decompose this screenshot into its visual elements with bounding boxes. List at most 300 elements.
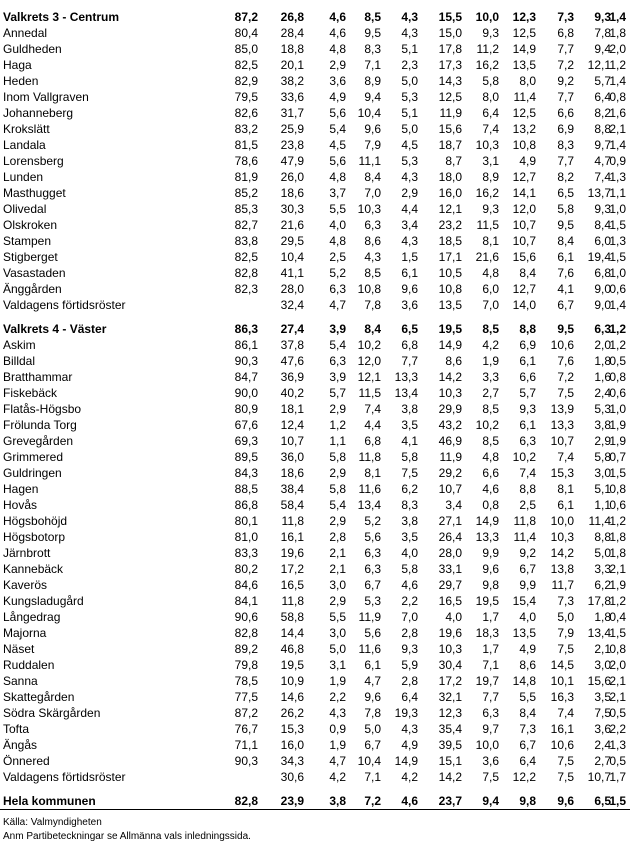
- value-cell: 5,1: [401, 42, 418, 56]
- value-cell: 9,3: [594, 202, 611, 216]
- area-name: Högsbotorp: [3, 530, 66, 544]
- area-name: Frölunda Torg: [3, 418, 77, 432]
- value-cell: 2,3: [401, 58, 418, 72]
- value-cell: 86,1: [234, 338, 258, 352]
- value-cell: 9,5: [364, 26, 381, 40]
- value-cell: 18,3: [475, 626, 499, 640]
- value-cell: 8,5: [482, 402, 499, 416]
- value-cell: 13,9: [550, 402, 574, 416]
- value-cell: 11,5: [358, 386, 381, 400]
- value-cell: 90,6: [234, 610, 258, 624]
- value-cell: 26,2: [280, 706, 304, 720]
- table-row: [0, 721, 630, 737]
- table-row: [0, 657, 630, 673]
- value-cell: 7,5: [557, 770, 574, 784]
- value-cell: 85,0: [234, 42, 258, 56]
- value-cell: 5,7: [329, 386, 346, 400]
- source-note: Källa: Valmyndigheten: [3, 817, 102, 828]
- area-name: Hela kommunen: [3, 794, 96, 808]
- value-cell: 17,2: [438, 674, 462, 688]
- value-cell: 28,0: [438, 546, 462, 560]
- value-cell: 4,7: [329, 754, 346, 768]
- value-cell: 1,3: [609, 738, 626, 752]
- value-cell: 7,5: [594, 706, 611, 720]
- value-cell: 4,6: [482, 482, 499, 496]
- value-cell: 2,4: [594, 386, 611, 400]
- value-cell: 79,8: [234, 658, 258, 672]
- table-row: [0, 673, 630, 689]
- value-cell: 1,2: [609, 338, 626, 352]
- table-row: [0, 401, 630, 417]
- value-cell: 4,4: [401, 202, 418, 216]
- value-cell: 1,9: [609, 578, 626, 592]
- value-cell: 17,8: [438, 42, 462, 56]
- value-cell: 1,5: [609, 250, 626, 264]
- value-cell: 29,5: [280, 234, 304, 248]
- table-row: [0, 201, 630, 217]
- area-name: Långedrag: [3, 610, 61, 624]
- value-cell: 12,1: [587, 58, 611, 72]
- table-row: [0, 281, 630, 297]
- area-name: Flatås-Högsbo: [3, 402, 82, 416]
- value-cell: 5,7: [519, 386, 536, 400]
- value-cell: 11,9: [439, 106, 462, 120]
- value-cell: 1,9: [329, 738, 346, 752]
- value-cell: 2,0: [594, 338, 611, 352]
- value-cell: 4,3: [364, 250, 381, 264]
- value-cell: 35,4: [438, 722, 462, 736]
- value-cell: 3,8: [401, 514, 418, 528]
- value-cell: 18,6: [280, 186, 304, 200]
- value-cell: 3,0: [594, 658, 611, 672]
- value-cell: 1,1: [594, 498, 611, 512]
- value-cell: 4,9: [329, 90, 346, 104]
- value-cell: 80,2: [234, 562, 258, 576]
- area-name: Bratthammar: [3, 370, 73, 384]
- value-cell: 2,8: [329, 530, 346, 544]
- value-cell: 10,0: [475, 10, 499, 24]
- value-cell: 10,2: [475, 418, 499, 432]
- value-cell: 21,6: [280, 218, 304, 232]
- value-cell: 4,6: [329, 26, 346, 40]
- value-cell: 1,0: [609, 402, 626, 416]
- value-cell: 18,1: [280, 402, 304, 416]
- value-cell: 7,2: [557, 58, 574, 72]
- value-cell: 10,7: [280, 434, 304, 448]
- value-cell: 9,0: [594, 282, 611, 296]
- value-cell: 6,4: [519, 754, 536, 768]
- value-cell: 1,0: [609, 202, 626, 216]
- value-cell: 10,2: [512, 450, 536, 464]
- value-cell: 13,4: [357, 498, 381, 512]
- value-cell: 6,5: [557, 186, 574, 200]
- value-cell: 77,5: [234, 690, 258, 704]
- value-cell: 4,2: [401, 770, 418, 784]
- value-cell: 5,0: [594, 546, 611, 560]
- value-cell: 4,8: [482, 450, 499, 464]
- value-cell: 18,6: [280, 466, 304, 480]
- value-cell: 7,2: [557, 370, 574, 384]
- value-cell: 6,3: [364, 218, 381, 232]
- value-cell: 11,9: [358, 610, 381, 624]
- value-cell: 6,8: [557, 26, 574, 40]
- value-cell: 6,9: [557, 122, 574, 136]
- value-cell: 5,6: [364, 530, 381, 544]
- value-cell: 87,2: [234, 706, 258, 720]
- value-cell: 18,0: [438, 170, 462, 184]
- value-cell: 3,9: [329, 370, 346, 384]
- table-row: [0, 481, 630, 497]
- value-cell: 1,2: [609, 594, 626, 608]
- value-cell: 10,8: [357, 282, 381, 296]
- value-cell: 8,1: [364, 466, 381, 480]
- value-cell: 82,9: [234, 74, 258, 88]
- value-cell: 6,6: [557, 106, 574, 120]
- value-cell: 14,4: [280, 626, 304, 640]
- value-cell: 16,3: [550, 690, 574, 704]
- value-cell: 1,1: [329, 434, 346, 448]
- value-cell: 14,0: [512, 298, 536, 312]
- value-cell: 5,5: [519, 690, 536, 704]
- value-cell: 1,8: [609, 546, 626, 560]
- value-cell: 10,7: [512, 218, 536, 232]
- value-cell: 16,5: [438, 594, 462, 608]
- value-cell: 5,3: [594, 402, 611, 416]
- value-cell: 6,7: [364, 738, 381, 752]
- value-cell: 11,8: [281, 514, 304, 528]
- value-cell: 4,8: [329, 42, 346, 56]
- area-name: Stigberget: [3, 250, 58, 264]
- value-cell: 9,3: [594, 10, 611, 24]
- value-cell: 29,2: [438, 466, 462, 480]
- value-cell: 1,5: [609, 794, 626, 808]
- value-cell: 9,3: [482, 202, 499, 216]
- table-row: [0, 529, 630, 545]
- value-cell: 9,4: [364, 90, 381, 104]
- value-cell: 12,4: [280, 418, 304, 432]
- value-cell: 1,4: [609, 10, 626, 24]
- value-cell: 7,1: [482, 658, 499, 672]
- table-row: [0, 297, 630, 313]
- value-cell: 8,6: [364, 234, 381, 248]
- value-cell: 6,4: [482, 106, 499, 120]
- value-cell: 2,1: [609, 562, 626, 576]
- value-cell: 5,3: [364, 594, 381, 608]
- value-cell: 8,0: [519, 74, 536, 88]
- value-cell: 82,5: [234, 58, 258, 72]
- value-cell: 2,2: [329, 690, 346, 704]
- value-cell: 82,8: [234, 794, 258, 808]
- value-cell: 8,3: [401, 498, 418, 512]
- value-cell: 6,3: [482, 706, 499, 720]
- total-row: [0, 793, 630, 810]
- value-cell: 8,1: [557, 482, 574, 496]
- value-cell: 4,0: [519, 610, 536, 624]
- value-cell: 84,3: [234, 466, 258, 480]
- value-cell: 7,7: [557, 90, 574, 104]
- value-cell: 11,6: [358, 482, 381, 496]
- value-cell: 7,8: [364, 706, 381, 720]
- value-cell: 29,7: [438, 578, 462, 592]
- value-cell: 10,5: [438, 266, 462, 280]
- value-cell: 14,9: [394, 754, 418, 768]
- value-cell: 8,8: [594, 122, 611, 136]
- value-cell: 6,0: [594, 234, 611, 248]
- value-cell: 9,2: [519, 546, 536, 560]
- value-cell: 17,2: [280, 562, 304, 576]
- value-cell: 10,1: [550, 674, 574, 688]
- area-name: Valdagens förtidsröster: [3, 298, 126, 312]
- value-cell: 6,6: [519, 370, 536, 384]
- value-cell: 10,2: [357, 338, 381, 352]
- value-cell: 8,4: [557, 234, 574, 248]
- value-cell: 10,3: [438, 642, 462, 656]
- value-cell: 19,5: [475, 594, 499, 608]
- value-cell: 7,1: [364, 770, 381, 784]
- value-cell: 9,9: [482, 546, 499, 560]
- table-row: [0, 625, 630, 641]
- area-name: Änggården: [3, 282, 62, 296]
- value-cell: 5,6: [364, 626, 381, 640]
- value-cell: 0,5: [609, 706, 626, 720]
- value-cell: 4,6: [329, 10, 346, 24]
- value-cell: 3,1: [482, 154, 499, 168]
- value-cell: 1,5: [609, 626, 626, 640]
- value-cell: 11,7: [551, 578, 574, 592]
- value-cell: 9,0: [594, 298, 611, 312]
- value-cell: 4,9: [401, 738, 418, 752]
- value-cell: 40,2: [280, 386, 304, 400]
- value-cell: 3,9: [329, 322, 346, 336]
- value-cell: 15,5: [438, 10, 462, 24]
- value-cell: 8,4: [594, 218, 611, 232]
- value-cell: 80,9: [234, 402, 258, 416]
- table-row: [0, 369, 630, 385]
- value-cell: 6,7: [519, 738, 536, 752]
- area-name: Vasastaden: [3, 266, 66, 280]
- value-cell: 2,9: [329, 594, 346, 608]
- value-cell: 13,3: [475, 530, 499, 544]
- value-cell: 6,7: [364, 578, 381, 592]
- value-cell: 5,5: [329, 202, 346, 216]
- value-cell: 32,1: [438, 690, 462, 704]
- value-cell: 85,2: [234, 186, 258, 200]
- area-name: Askim: [3, 338, 36, 352]
- area-name: Näset: [3, 642, 35, 656]
- value-cell: 6,3: [364, 546, 381, 560]
- value-cell: 8,9: [364, 74, 381, 88]
- value-cell: 16,1: [550, 722, 574, 736]
- value-cell: 16,2: [475, 186, 499, 200]
- value-cell: 27,1: [438, 514, 462, 528]
- area-name: Lunden: [3, 170, 44, 184]
- value-cell: 79,5: [234, 90, 258, 104]
- table-row: [0, 449, 630, 465]
- value-cell: 5,8: [329, 450, 346, 464]
- value-cell: 31,7: [280, 106, 304, 120]
- table-row: [0, 609, 630, 625]
- value-cell: 10,3: [438, 386, 462, 400]
- table-row: [0, 561, 630, 577]
- value-cell: 26,0: [280, 170, 304, 184]
- value-cell: 17,8: [587, 594, 611, 608]
- value-cell: 12,7: [512, 170, 536, 184]
- area-name: Kungsladugård: [3, 594, 84, 608]
- value-cell: 2,7: [482, 386, 499, 400]
- value-cell: 7,4: [557, 706, 574, 720]
- area-name: Majorna: [3, 626, 47, 640]
- value-cell: 5,4: [329, 498, 346, 512]
- value-cell: 38,4: [280, 482, 304, 496]
- value-cell: 0,5: [609, 354, 626, 368]
- area-name: Guldringen: [3, 466, 62, 480]
- value-cell: 14,2: [550, 546, 574, 560]
- value-cell: 82,8: [234, 626, 258, 640]
- value-cell: 1,9: [609, 418, 626, 432]
- value-cell: 11,1: [358, 154, 381, 168]
- value-cell: 2,9: [329, 466, 346, 480]
- value-cell: 82,3: [234, 282, 258, 296]
- value-cell: 5,4: [329, 122, 346, 136]
- value-cell: 5,8: [329, 482, 346, 496]
- value-cell: 4,0: [329, 218, 346, 232]
- value-cell: 16,2: [475, 58, 499, 72]
- value-cell: 18,7: [438, 138, 462, 152]
- value-cell: 9,6: [482, 562, 499, 576]
- value-cell: 9,3: [519, 402, 536, 416]
- value-cell: 7,7: [401, 354, 418, 368]
- value-cell: 4,7: [329, 298, 346, 312]
- area-name: Johanneberg: [3, 106, 74, 120]
- value-cell: 46,9: [438, 434, 462, 448]
- table-row: [0, 417, 630, 433]
- value-cell: 23,2: [438, 218, 462, 232]
- value-cell: 7,3: [519, 722, 536, 736]
- value-cell: 6,3: [519, 434, 536, 448]
- value-cell: 9,8: [519, 794, 536, 808]
- value-cell: 8,6: [445, 354, 462, 368]
- value-cell: 9,6: [364, 122, 381, 136]
- value-cell: 11,6: [358, 642, 381, 656]
- value-cell: 47,9: [280, 154, 304, 168]
- value-cell: 2,8: [401, 674, 418, 688]
- value-cell: 7,9: [364, 138, 381, 152]
- value-cell: 12,5: [512, 106, 536, 120]
- value-cell: 13,8: [550, 562, 574, 576]
- value-cell: 82,5: [234, 250, 258, 264]
- value-cell: 4,6: [401, 578, 418, 592]
- value-cell: 6,4: [401, 690, 418, 704]
- value-cell: 8,5: [364, 10, 381, 24]
- value-cell: 29,9: [438, 402, 462, 416]
- value-cell: 9,9: [519, 578, 536, 592]
- value-cell: 5,7: [594, 74, 611, 88]
- value-cell: 3,0: [594, 466, 611, 480]
- area-name: Landala: [3, 138, 46, 152]
- value-cell: 15,4: [512, 594, 536, 608]
- area-name: Hagen: [3, 482, 39, 496]
- value-cell: 8,8: [594, 530, 611, 544]
- value-cell: 71,1: [234, 738, 258, 752]
- value-cell: 11,4: [513, 530, 536, 544]
- value-cell: 7,7: [557, 154, 574, 168]
- value-cell: 8,5: [364, 266, 381, 280]
- value-cell: 8,0: [482, 90, 499, 104]
- value-cell: 1,8: [609, 26, 626, 40]
- value-cell: 9,8: [482, 578, 499, 592]
- value-cell: 10,8: [438, 282, 462, 296]
- value-cell: 1,5: [609, 218, 626, 232]
- table-row: [0, 433, 630, 449]
- value-cell: 3,5: [594, 690, 611, 704]
- value-cell: 5,8: [401, 450, 418, 464]
- value-cell: 4,8: [329, 234, 346, 248]
- value-cell: 3,0: [329, 626, 346, 640]
- value-cell: 6,7: [519, 562, 536, 576]
- value-cell: 11,4: [588, 514, 611, 528]
- value-cell: 6,1: [364, 658, 381, 672]
- value-cell: 6,6: [482, 466, 499, 480]
- value-cell: 1,2: [609, 514, 626, 528]
- value-cell: 7,5: [482, 770, 499, 784]
- value-cell: 30,6: [280, 770, 304, 784]
- area-name: Önnered: [3, 754, 50, 768]
- value-cell: 16,5: [280, 578, 304, 592]
- value-cell: 12,1: [438, 202, 462, 216]
- table-row: [0, 185, 630, 201]
- value-cell: 19,4: [587, 250, 611, 264]
- value-cell: 0,9: [329, 722, 346, 736]
- value-cell: 9,3: [401, 642, 418, 656]
- value-cell: 8,7: [445, 154, 462, 168]
- value-cell: 13,5: [512, 626, 536, 640]
- value-cell: 1,9: [609, 434, 626, 448]
- value-cell: 8,8: [519, 322, 536, 336]
- area-name: Högsbohöjd: [3, 514, 68, 528]
- value-cell: 3,1: [329, 658, 346, 672]
- value-cell: 5,0: [557, 610, 574, 624]
- value-cell: 47,6: [280, 354, 304, 368]
- value-cell: 36,9: [280, 370, 304, 384]
- value-cell: 6,3: [364, 562, 381, 576]
- value-cell: 84,1: [234, 594, 258, 608]
- value-cell: 0,6: [609, 282, 626, 296]
- value-cell: 8,9: [482, 170, 499, 184]
- value-cell: 5,0: [364, 722, 381, 736]
- table-row: [0, 513, 630, 529]
- area-name: Södra Skärgården: [3, 706, 101, 720]
- value-cell: 10,9: [280, 674, 304, 688]
- value-cell: 8,6: [519, 658, 536, 672]
- area-name: Kaverös: [3, 578, 48, 592]
- value-cell: 5,1: [594, 482, 611, 496]
- value-cell: 0,8: [609, 642, 626, 656]
- area-name: Olivedal: [3, 202, 47, 216]
- value-cell: 3,8: [401, 402, 418, 416]
- table-row: [0, 465, 630, 481]
- table-row: [0, 705, 630, 721]
- value-cell: 7,9: [557, 626, 574, 640]
- value-cell: 4,4: [364, 418, 381, 432]
- value-cell: 14,1: [512, 186, 536, 200]
- value-cell: 1,9: [329, 674, 346, 688]
- value-cell: 9,5: [557, 322, 574, 336]
- value-cell: 1,1: [609, 186, 626, 200]
- value-cell: 11,8: [358, 450, 381, 464]
- area-name: Sanna: [3, 674, 38, 688]
- value-cell: 7,4: [482, 122, 499, 136]
- value-cell: 82,8: [234, 266, 258, 280]
